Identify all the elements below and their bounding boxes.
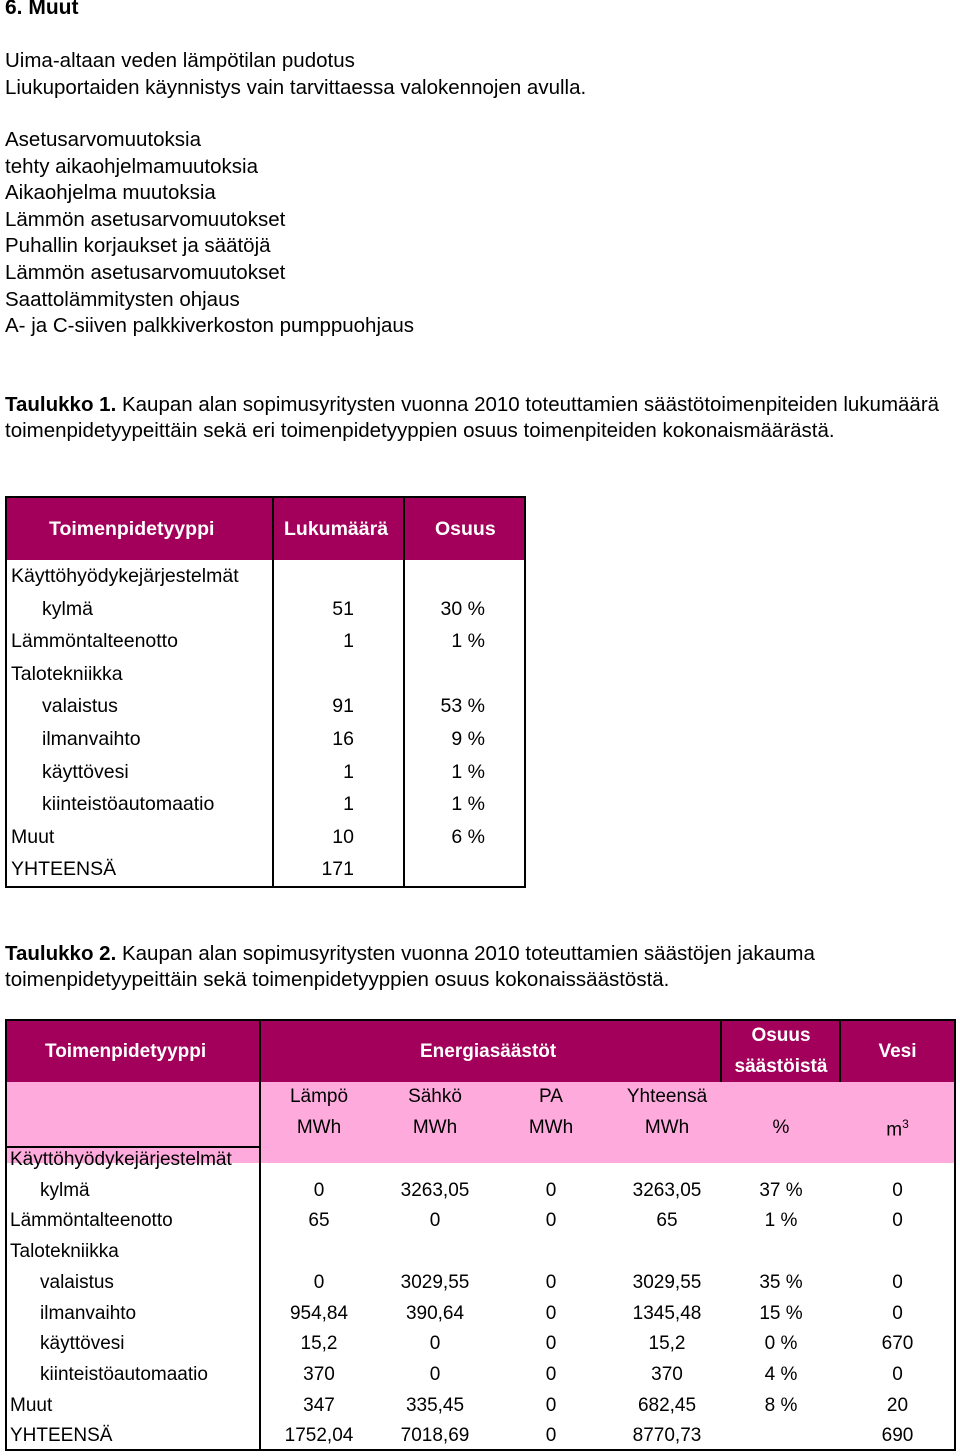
- table2-cell: 1752,04: [284, 1425, 354, 1447]
- table1-row-share: 53 %: [440, 695, 485, 718]
- intro-lines: [5, 48, 586, 101]
- list-item: Saattolämmitysten ohjaus: [5, 287, 240, 311]
- table2-row-label: YHTEENSÄ: [10, 1425, 113, 1447]
- table2-header-energy: Energiasäästöt: [420, 1041, 557, 1062]
- table2-cell: 8 %: [764, 1394, 798, 1416]
- table1-row-share: 9 %: [451, 728, 485, 750]
- table2-cell: 682,45: [637, 1394, 697, 1416]
- table2-row-label: valaistus: [40, 1271, 114, 1293]
- list-item: Lämmön asetusarvomuutokset: [5, 260, 286, 284]
- table2-sub-name: Yhteensä: [626, 1086, 708, 1107]
- table1-header-type: Toimenpidetyyppi: [49, 518, 215, 540]
- table2-cell: 7018,69: [400, 1425, 470, 1447]
- table2-divider: [7, 1146, 259, 1148]
- table2-cell: 37 %: [759, 1179, 803, 1201]
- table2-cell: 4 %: [764, 1363, 798, 1385]
- table2-row-label: Talotekniikka: [10, 1241, 119, 1263]
- table2-header-share-1: Osuus: [751, 1025, 811, 1046]
- table1-row-count: 1: [343, 793, 354, 816]
- table2-cell: 8770,73: [632, 1425, 702, 1447]
- list-item: Aikaohjelma muutoksia: [5, 181, 216, 205]
- table2-cell: 670: [881, 1333, 914, 1355]
- table2-cell: 370: [303, 1363, 335, 1385]
- table1-row-share: 6 %: [451, 825, 485, 848]
- table2-caption-label: Taulukko 2.: [5, 942, 117, 965]
- table2-cell: 0: [545, 1179, 557, 1201]
- table2-row-label: Lämmöntalteenotto: [10, 1210, 173, 1232]
- table2-caption-text: Kaupan alan sopimusyritysten vuonna 2010 toteuttamien säästöjen jakauma toimenpidetyypeittäin sekä toimenpidetyyppien osuus kokonaissäästöstä.: [5, 942, 815, 991]
- table2-cell: 15,2: [300, 1333, 338, 1355]
- table1-row-count: 16: [332, 728, 354, 750]
- intro-line: Liukuportaiden käynnistys vain tarvittaessa valokennojen avulla.: [5, 75, 587, 99]
- table2-cell: 3263,05: [400, 1179, 470, 1201]
- table1-divider: [272, 498, 274, 886]
- table1-row-label: Lämmöntalteenotto: [11, 630, 178, 653]
- table2-cell: 335,45: [405, 1394, 465, 1416]
- table1-caption-text: Kaupan alan sopimusyritysten vuonna 2010 toteuttamien säästötoimenpiteiden lukumäärä toimenpidetyypeittäin sekä eri toimenpidetyyppien osuus toimenpiteiden kokonaismäärästä.: [5, 393, 940, 442]
- table2-cell: 0: [892, 1363, 903, 1385]
- table2-water-unit-base: m: [886, 1119, 903, 1141]
- table2-cell: 0: [429, 1210, 441, 1232]
- section-title: 6. Muut: [5, 0, 79, 19]
- measure-list: [5, 127, 414, 340]
- table2-cell: 0: [313, 1179, 325, 1201]
- table1-header-count: Lukumäärä: [284, 518, 389, 540]
- table1-caption-label: Taulukko 1.: [5, 393, 117, 416]
- table1-row-label: Muut: [11, 825, 55, 848]
- table2-sub-unit: MWh: [528, 1117, 574, 1138]
- list-item: tehty aikaohjelmamuutoksia: [5, 154, 258, 178]
- table2-sub-unit: %: [772, 1117, 790, 1138]
- table1-header: [7, 498, 524, 560]
- table1-caption: [5, 392, 955, 444]
- table2-cell: 0: [545, 1271, 557, 1293]
- table2-row-label: kylmä: [40, 1179, 90, 1201]
- table2-cell: 0: [892, 1302, 903, 1324]
- table2-cell: 3263,05: [632, 1179, 702, 1201]
- table2-sub-name: Lämpö: [289, 1086, 349, 1107]
- table2-cell: 0: [429, 1363, 441, 1385]
- table2-cell: 0: [545, 1333, 557, 1355]
- list-item: A- ja C-siiven palkkiverkoston pumppuohjaus: [5, 314, 415, 338]
- table1-row-share: 1 %: [451, 760, 485, 783]
- table1-row-share: 1 %: [451, 630, 485, 653]
- table1-row-label: valaistus: [42, 695, 118, 718]
- table2-cell: 1345,48: [632, 1302, 702, 1324]
- table2-cell: 0: [892, 1271, 903, 1293]
- table2-cell: 15 %: [759, 1302, 803, 1324]
- table2-cell: 0: [545, 1394, 557, 1416]
- table2-caption: [5, 941, 955, 993]
- table2-cell: 954,84: [289, 1302, 349, 1324]
- table2-cell: 690: [881, 1425, 914, 1447]
- table1-row-label: kiinteistöautomaatio: [42, 793, 215, 816]
- table2-row-label: Muut: [10, 1394, 53, 1416]
- table1-row-count: 1: [343, 760, 354, 783]
- table2-cell: 0: [545, 1302, 557, 1324]
- table2-cell: 0: [313, 1271, 325, 1293]
- table2-cell: 370: [651, 1363, 683, 1385]
- table1-row-label: YHTEENSÄ: [11, 858, 117, 881]
- table2-cell: 35 %: [759, 1271, 803, 1293]
- table1-row-label: kylmä: [42, 597, 93, 620]
- table2-cell: 347: [303, 1394, 335, 1416]
- list-item: Puhallin korjaukset ja säätöjä: [5, 234, 271, 258]
- table2-cell: 0: [892, 1179, 903, 1201]
- table2-cell: 0: [429, 1333, 441, 1355]
- table2: [5, 1019, 956, 1451]
- table2-cell: 0 %: [764, 1333, 798, 1355]
- table2-sub-unit: MWh: [412, 1117, 458, 1138]
- table1: [5, 496, 526, 888]
- intro-line: Uima-altaan veden lämpötilan pudotus: [5, 49, 355, 72]
- list-item: Lämmön asetusarvomuutokset: [5, 207, 286, 231]
- table1-row-label: Käyttöhyödykejärjestelmät: [11, 565, 239, 587]
- table1-row-label: käyttövesi: [42, 760, 129, 783]
- table2-water-unit-sup: 3: [902, 1117, 909, 1131]
- table2-cell: 3029,55: [632, 1271, 702, 1293]
- table2-cell: 65: [308, 1210, 330, 1232]
- table2-cell: 3029,55: [400, 1271, 470, 1293]
- table1-header-share: Osuus: [435, 518, 496, 540]
- table2-cell: 390,64: [405, 1302, 465, 1324]
- table2-sub-name: PA: [539, 1086, 563, 1107]
- table2-cell: 0: [545, 1363, 557, 1385]
- table2-header-type: Toimenpidetyyppi: [45, 1041, 207, 1062]
- table2-cell: 0: [545, 1210, 557, 1232]
- table2-row-label: käyttövesi: [40, 1333, 125, 1355]
- table1-divider: [403, 498, 405, 886]
- table2-header-share-2: säästöistä: [734, 1056, 828, 1077]
- table2-cell: 65: [656, 1210, 678, 1232]
- table1-row-count: 171: [321, 858, 354, 881]
- table2-row-label: kiinteistöautomaatio: [40, 1363, 208, 1385]
- table2-cell: 1 %: [764, 1210, 798, 1232]
- table2-cell: 20: [886, 1394, 909, 1416]
- table2-row-label: ilmanvaihto: [40, 1302, 137, 1324]
- table2-sub-unit: MWh: [296, 1117, 342, 1138]
- table2-water-unit: [841, 1117, 954, 1141]
- table1-row-count: 10: [332, 825, 354, 848]
- table2-header-water: Vesi: [878, 1041, 917, 1062]
- table2-sub-unit: MWh: [644, 1117, 690, 1138]
- table1-row-count: 51: [332, 597, 354, 620]
- table2-row-label: Käyttöhyödykejärjestelmät: [10, 1149, 232, 1170]
- table1-row-share: 1 %: [451, 793, 485, 816]
- list-item: Asetusarvomuutoksia: [5, 128, 201, 151]
- table1-row-label: ilmanvaihto: [42, 728, 141, 750]
- table2-cell: 15,2: [648, 1333, 686, 1355]
- table2-cell: 0: [892, 1210, 903, 1232]
- table1-row-share: 30 %: [440, 597, 485, 620]
- table1-row-count: 91: [332, 695, 354, 718]
- table2-cell: 0: [545, 1425, 557, 1447]
- table2-sub-name: Sähkö: [408, 1086, 462, 1107]
- table1-row-label: Talotekniikka: [11, 662, 123, 685]
- table1-row-count: 1: [343, 630, 354, 653]
